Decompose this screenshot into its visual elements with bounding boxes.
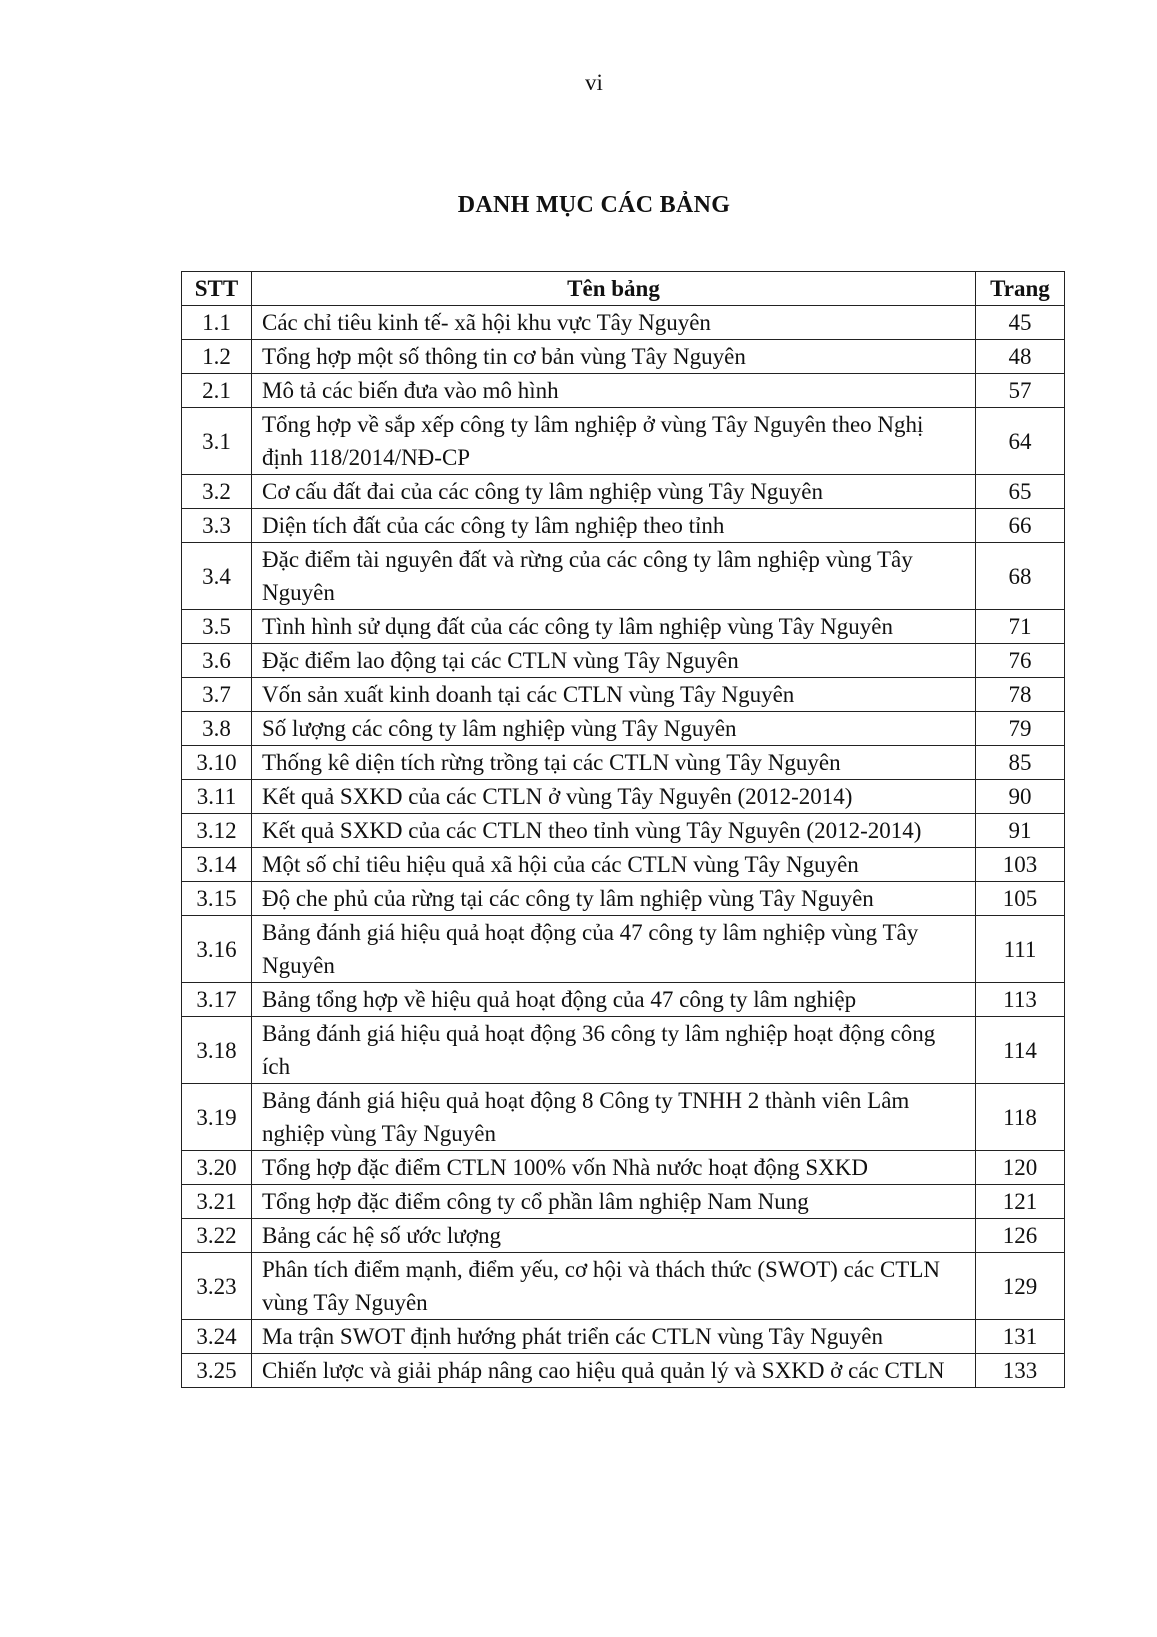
row-table-name: Tổng hợp về sắp xếp công ty lâm nghiệp ở vùng Tây Nguyên theo Nghị định 118/2014/NĐ-CP bbox=[252, 408, 976, 475]
row-page: 126 bbox=[976, 1219, 1065, 1253]
header-table-name: Tên bảng bbox=[252, 272, 976, 306]
row-page: 71 bbox=[976, 610, 1065, 644]
row-stt: 3.8 bbox=[182, 712, 252, 746]
row-table-name: Ma trận SWOT định hướng phát triển các CTLN vùng Tây Nguyên bbox=[252, 1320, 976, 1354]
table-row bbox=[182, 509, 1065, 543]
table-row bbox=[182, 848, 1065, 882]
row-page: 120 bbox=[976, 1151, 1065, 1185]
row-stt: 3.3 bbox=[182, 509, 252, 543]
row-table-name: Tổng hợp một số thông tin cơ bản vùng Tây Nguyên bbox=[252, 340, 976, 374]
page-title: DANH MỤC CÁC BẢNG bbox=[457, 192, 731, 218]
row-page: 76 bbox=[976, 644, 1065, 678]
row-stt: 3.14 bbox=[182, 848, 252, 882]
row-table-name: Diện tích đất của các công ty lâm nghiệp theo tỉnh bbox=[252, 509, 976, 543]
row-table-name: Các chỉ tiêu kinh tế- xã hội khu vực Tây Nguyên bbox=[252, 306, 976, 340]
row-stt: 3.16 bbox=[182, 916, 252, 983]
table-row bbox=[182, 916, 1065, 983]
table-row bbox=[182, 712, 1065, 746]
row-table-name: Bảng tổng hợp về hiệu quả hoạt động của 47 công ty lâm nghiệp bbox=[252, 983, 976, 1017]
row-stt: 3.25 bbox=[182, 1354, 252, 1388]
row-stt: 3.5 bbox=[182, 610, 252, 644]
row-page: 65 bbox=[976, 475, 1065, 509]
row-table-name: Tổng hợp đặc điểm CTLN 100% vốn Nhà nước hoạt động SXKD bbox=[252, 1151, 976, 1185]
row-page: 78 bbox=[976, 678, 1065, 712]
table-row bbox=[182, 1219, 1065, 1253]
row-table-name: Chiến lược và giải pháp nâng cao hiệu quả quản lý và SXKD ở các CTLN bbox=[252, 1354, 976, 1388]
table-row bbox=[182, 882, 1065, 916]
row-stt: 3.6 bbox=[182, 644, 252, 678]
row-page: 85 bbox=[976, 746, 1065, 780]
row-page: 131 bbox=[976, 1320, 1065, 1354]
row-table-name: Số lượng các công ty lâm nghiệp vùng Tây Nguyên bbox=[252, 712, 976, 746]
row-stt: 2.1 bbox=[182, 374, 252, 408]
row-stt: 3.4 bbox=[182, 543, 252, 610]
table-row bbox=[182, 1253, 1065, 1320]
row-stt: 3.19 bbox=[182, 1084, 252, 1151]
table-row bbox=[182, 1320, 1065, 1354]
row-stt: 3.23 bbox=[182, 1253, 252, 1320]
row-page: 57 bbox=[976, 374, 1065, 408]
table-row bbox=[182, 1354, 1065, 1388]
header-page: Trang bbox=[976, 272, 1065, 306]
row-page: 91 bbox=[976, 814, 1065, 848]
table-row bbox=[182, 374, 1065, 408]
list-of-tables bbox=[181, 271, 1065, 1388]
row-table-name: Bảng đánh giá hiệu quả hoạt động 8 Công ty TNHH 2 thành viên Lâm nghiệp vùng Tây Nguyên bbox=[252, 1084, 976, 1151]
row-stt: 3.11 bbox=[182, 780, 252, 814]
table-row bbox=[182, 1185, 1065, 1219]
row-stt: 3.21 bbox=[182, 1185, 252, 1219]
row-page: 48 bbox=[976, 340, 1065, 374]
row-table-name: Bảng đánh giá hiệu quả hoạt động 36 công ty lâm nghiệp hoạt động công ích bbox=[252, 1017, 976, 1084]
row-page: 103 bbox=[976, 848, 1065, 882]
row-stt: 3.1 bbox=[182, 408, 252, 475]
table-row bbox=[182, 983, 1065, 1017]
row-stt: 3.18 bbox=[182, 1017, 252, 1084]
table-row bbox=[182, 475, 1065, 509]
table-row bbox=[182, 746, 1065, 780]
row-stt: 3.20 bbox=[182, 1151, 252, 1185]
row-table-name: Độ che phủ của rừng tại các công ty lâm nghiệp vùng Tây Nguyên bbox=[252, 882, 976, 916]
row-stt: 3.7 bbox=[182, 678, 252, 712]
header-stt: STT bbox=[182, 272, 252, 306]
row-page: 121 bbox=[976, 1185, 1065, 1219]
row-table-name: Bảng các hệ số ước lượng bbox=[252, 1219, 976, 1253]
table-header-row bbox=[182, 272, 1065, 306]
table-row bbox=[182, 306, 1065, 340]
row-stt: 3.15 bbox=[182, 882, 252, 916]
row-stt: 3.17 bbox=[182, 983, 252, 1017]
row-page: 66 bbox=[976, 509, 1065, 543]
row-page: 105 bbox=[976, 882, 1065, 916]
row-page: 118 bbox=[976, 1084, 1065, 1151]
row-page: 64 bbox=[976, 408, 1065, 475]
row-page: 129 bbox=[976, 1253, 1065, 1320]
row-stt: 3.24 bbox=[182, 1320, 252, 1354]
table-row bbox=[182, 780, 1065, 814]
table-body bbox=[182, 306, 1065, 1388]
table-row bbox=[182, 543, 1065, 610]
row-table-name: Đặc điểm lao động tại các CTLN vùng Tây Nguyên bbox=[252, 644, 976, 678]
row-page: 79 bbox=[976, 712, 1065, 746]
row-table-name: Kết quả SXKD của các CTLN theo tỉnh vùng Tây Nguyên (2012-2014) bbox=[252, 814, 976, 848]
table-row bbox=[182, 408, 1065, 475]
row-table-name: Cơ cấu đất đai của các công ty lâm nghiệp vùng Tây Nguyên bbox=[252, 475, 976, 509]
row-page: 114 bbox=[976, 1017, 1065, 1084]
row-page: 90 bbox=[976, 780, 1065, 814]
row-table-name: Kết quả SXKD của các CTLN ở vùng Tây Nguyên (2012-2014) bbox=[252, 780, 976, 814]
table-row bbox=[182, 1151, 1065, 1185]
row-stt: 3.12 bbox=[182, 814, 252, 848]
row-stt: 3.22 bbox=[182, 1219, 252, 1253]
row-page: 133 bbox=[976, 1354, 1065, 1388]
row-table-name: Vốn sản xuất kinh doanh tại các CTLN vùng Tây Nguyên bbox=[252, 678, 976, 712]
row-table-name: Phân tích điểm mạnh, điểm yếu, cơ hội và thách thức (SWOT) các CTLN vùng Tây Nguyên bbox=[252, 1253, 976, 1320]
table-row bbox=[182, 1084, 1065, 1151]
table-row bbox=[182, 610, 1065, 644]
page-number: vi bbox=[585, 70, 603, 95]
row-page: 113 bbox=[976, 983, 1065, 1017]
row-table-name: Một số chỉ tiêu hiệu quả xã hội của các CTLN vùng Tây Nguyên bbox=[252, 848, 976, 882]
row-table-name: Mô tả các biến đưa vào mô hình bbox=[252, 374, 976, 408]
row-table-name: Bảng đánh giá hiệu quả hoạt động của 47 công ty lâm nghiệp vùng Tây Nguyên bbox=[252, 916, 976, 983]
row-stt: 1.1 bbox=[182, 306, 252, 340]
table-row bbox=[182, 1017, 1065, 1084]
row-page: 45 bbox=[976, 306, 1065, 340]
row-table-name: Tổng hợp đặc điểm công ty cổ phần lâm nghiệp Nam Nung bbox=[252, 1185, 976, 1219]
row-table-name: Đặc điểm tài nguyên đất và rừng của các công ty lâm nghiệp vùng Tây Nguyên bbox=[252, 543, 976, 610]
table-row bbox=[182, 340, 1065, 374]
row-page: 111 bbox=[976, 916, 1065, 983]
table-row bbox=[182, 814, 1065, 848]
row-page: 68 bbox=[976, 543, 1065, 610]
row-table-name: Tình hình sử dụng đất của các công ty lâm nghiệp vùng Tây Nguyên bbox=[252, 610, 976, 644]
table-row bbox=[182, 678, 1065, 712]
row-stt: 3.2 bbox=[182, 475, 252, 509]
row-stt: 3.10 bbox=[182, 746, 252, 780]
row-table-name: Thống kê diện tích rừng trồng tại các CTLN vùng Tây Nguyên bbox=[252, 746, 976, 780]
table-row bbox=[182, 644, 1065, 678]
row-stt: 1.2 bbox=[182, 340, 252, 374]
